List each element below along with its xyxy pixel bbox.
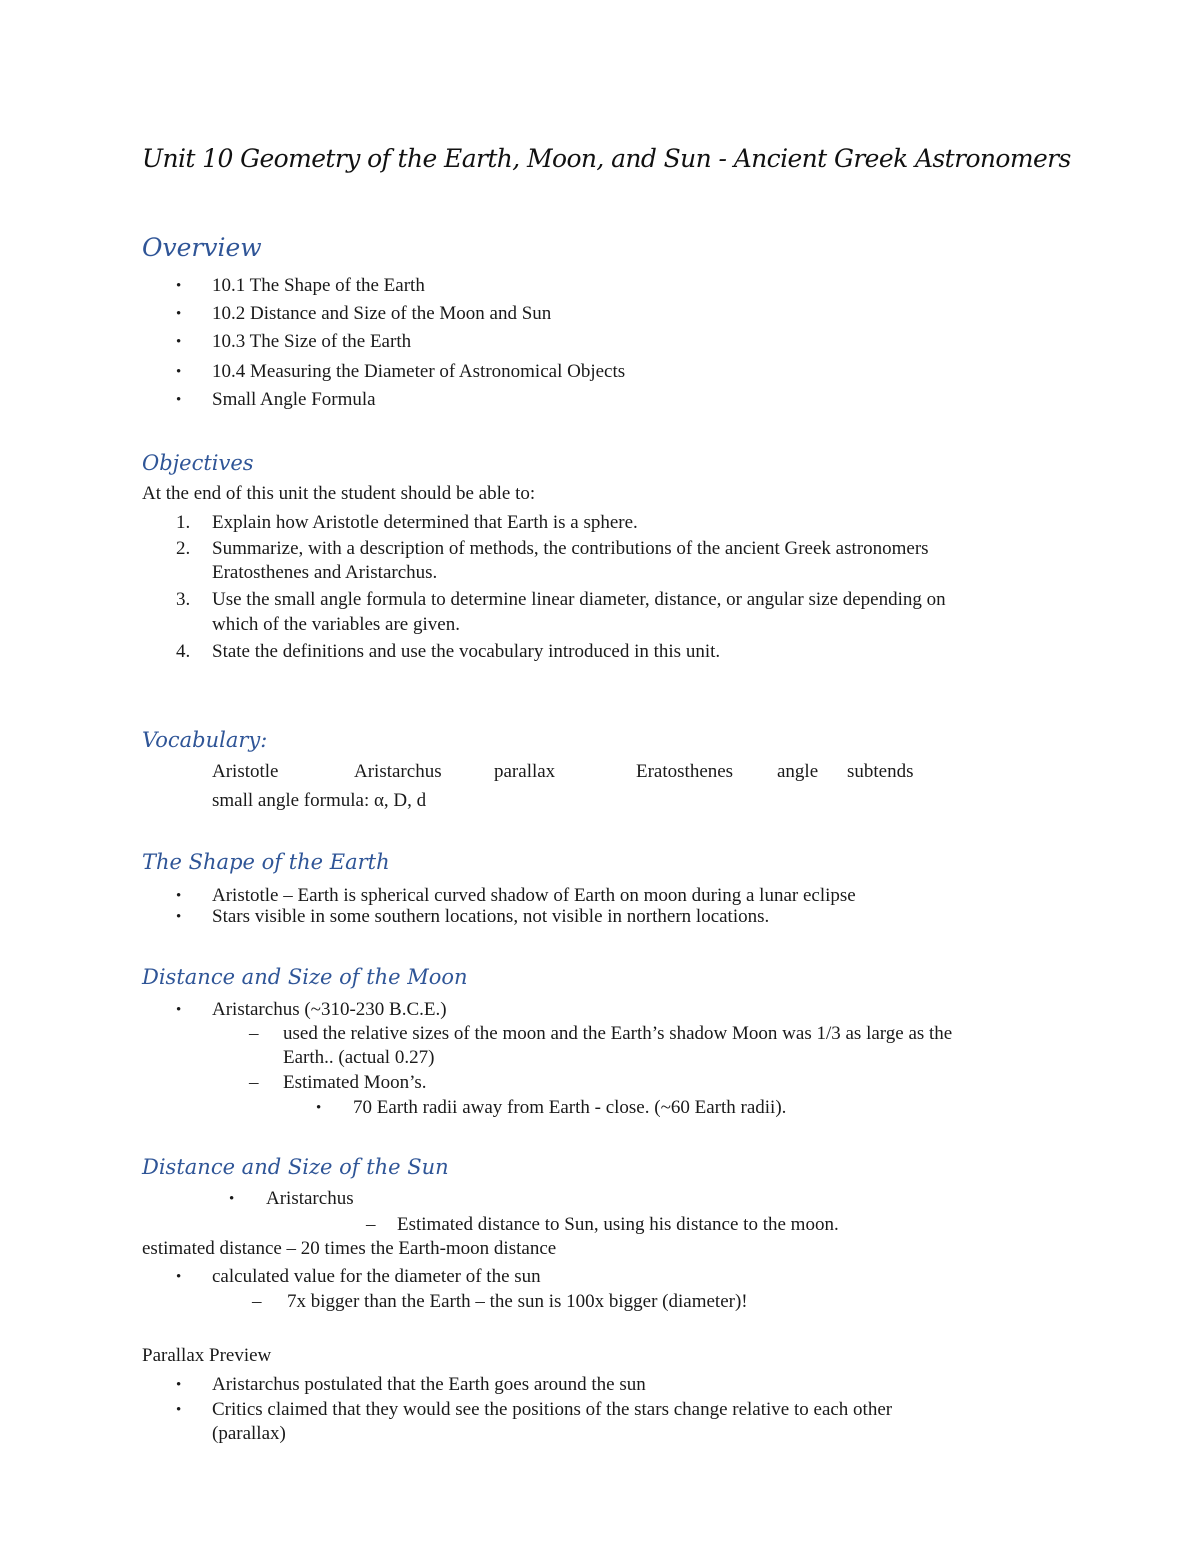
document-title: Unit 10 Geometry of the Earth, Moon, and Sun - Ancient Greek Astronomers [142, 144, 1071, 173]
shape-item: Stars visible in some southern locations, not visible in northern locations. [212, 906, 770, 927]
objectives-heading: Objectives [142, 451, 254, 475]
dash-icon: – [366, 1214, 376, 1235]
parallax-item: Aristarchus postulated that the Earth goes around the sun [212, 1374, 646, 1395]
objective-line: which of the variables are given. [212, 614, 460, 635]
list-number: 1. [176, 512, 191, 533]
overview-heading: Overview [142, 233, 262, 262]
sun-item: Aristarchus [266, 1188, 354, 1209]
moon-sub-item: used the relative sizes of the moon and the Earth’s shadow Moon was 1/3 as large as the [283, 1023, 953, 1044]
overview-item: 10.3 The Size of the Earth [212, 331, 412, 352]
moon-sub-sub-item: 70 Earth radii away from Earth - close. (~60 Earth radii). [353, 1097, 787, 1118]
bullet-icon: • [229, 1191, 235, 1207]
bullet-icon: • [176, 364, 182, 380]
bullet-icon: • [316, 1100, 322, 1116]
list-number: 4. [176, 641, 191, 662]
parallax-item: Critics claimed that they would see the positions of the stars change relative to each other [212, 1399, 893, 1420]
dash-icon: – [249, 1023, 259, 1044]
parallax-heading: Parallax Preview [142, 1345, 272, 1366]
shape-heading: The Shape of the Earth [142, 850, 390, 874]
vocab-term: parallax [494, 761, 556, 782]
bullet-icon: • [176, 1402, 182, 1418]
bullet-icon: • [176, 306, 182, 322]
bullet-icon: • [176, 1002, 182, 1018]
objective-line: Summarize, with a description of methods, the contributions of the ancient Greek astronomers [212, 538, 929, 559]
bullet-icon: • [176, 278, 182, 294]
bullet-icon: • [176, 1377, 182, 1393]
sun-estimate-text: estimated distance – 20 times the Earth-moon distance [142, 1238, 557, 1259]
vocab-term: subtends [847, 761, 914, 782]
bullet-icon: • [176, 334, 182, 350]
objective-line: Explain how Aristotle determined that Earth is a sphere. [212, 512, 638, 533]
moon-sub-item: Earth.. (actual 0.27) [283, 1047, 435, 1068]
vocabulary-heading: Vocabulary: [142, 728, 268, 752]
shape-item: Aristotle – Earth is spherical curved shadow of Earth on moon during a lunar eclipse [212, 885, 856, 906]
objectives-intro: At the end of this unit the student should be able to: [142, 483, 536, 504]
moon-sub-item: Estimated Moon’s. [283, 1072, 427, 1093]
bullet-icon: • [176, 909, 182, 925]
vocab-term: Aristotle [212, 761, 279, 782]
bullet-icon: • [176, 888, 182, 904]
overview-item: 10.2 Distance and Size of the Moon and Sun [212, 303, 552, 324]
list-number: 3. [176, 589, 191, 610]
parallax-item: (parallax) [212, 1423, 286, 1444]
moon-heading: Distance and Size of the Moon [142, 965, 468, 989]
vocab-term: Aristarchus [354, 761, 442, 782]
dash-icon: – [249, 1072, 259, 1093]
bullet-icon: • [176, 392, 182, 408]
objective-line: Use the small angle formula to determine linear diameter, distance, or angular size depending on [212, 589, 946, 610]
sun-calc-sub-item: 7x bigger than the Earth – the sun is 100x bigger (diameter)! [287, 1291, 748, 1312]
sun-sub-item: Estimated distance to Sun, using his distance to the moon. [397, 1214, 839, 1235]
objective-line: Eratosthenes and Aristarchus. [212, 562, 438, 583]
vocab-term: Eratosthenes [636, 761, 734, 782]
sun-heading: Distance and Size of the Sun [142, 1155, 449, 1179]
overview-item: 10.4 Measuring the Diameter of Astronomical Objects [212, 361, 626, 382]
overview-item: 10.1 The Shape of the Earth [212, 275, 425, 296]
dash-icon: – [252, 1291, 262, 1312]
list-number: 2. [176, 538, 191, 559]
bullet-icon: • [176, 1269, 182, 1285]
vocab-term: angle [777, 761, 819, 782]
vocab-formula: small angle formula: α, D, d [212, 790, 427, 811]
objective-line: State the definitions and use the vocabulary introduced in this unit. [212, 641, 721, 662]
moon-item: Aristarchus (~310-230 B.C.E.) [212, 999, 447, 1020]
overview-item: Small Angle Formula [212, 389, 376, 410]
sun-calc-item: calculated value for the diameter of the sun [212, 1266, 541, 1287]
